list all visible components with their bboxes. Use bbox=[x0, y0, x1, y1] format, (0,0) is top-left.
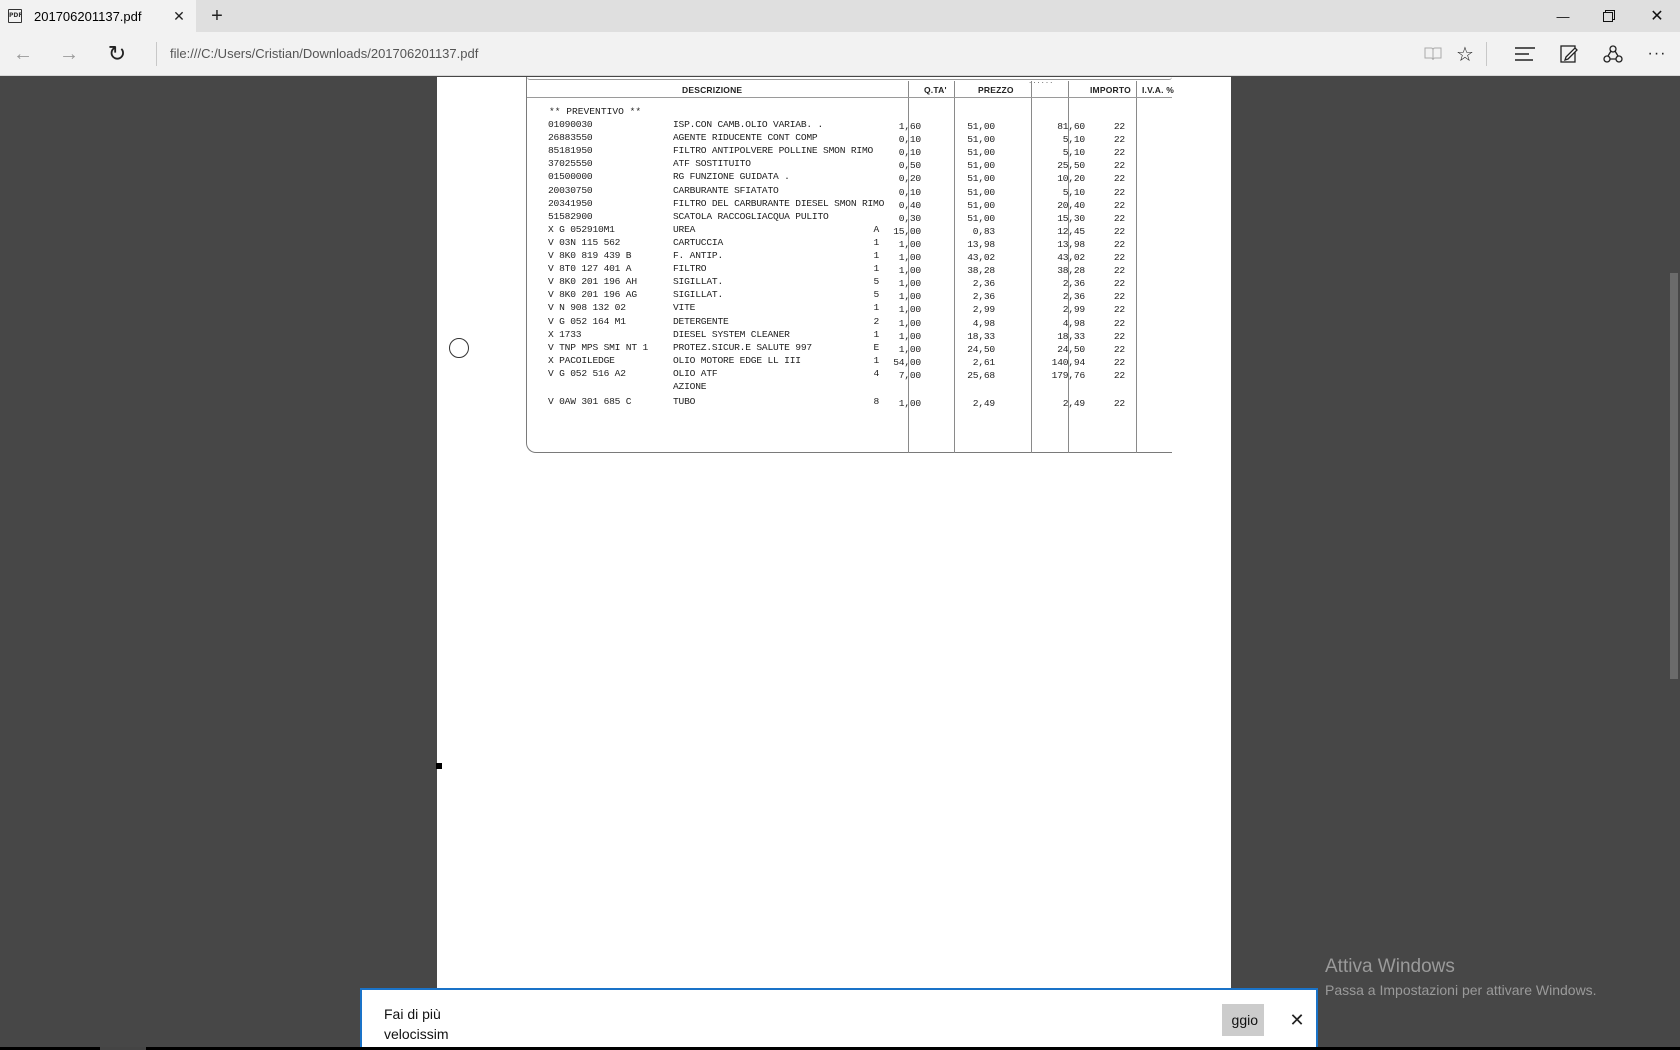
row-amount: 13,98 bbox=[1057, 238, 1085, 250]
restore-button[interactable] bbox=[1586, 0, 1632, 32]
row-price: 51,00 bbox=[967, 212, 995, 224]
row-amount: 5,10 bbox=[1062, 186, 1085, 198]
header-rule bbox=[527, 97, 1172, 98]
row-code: 26883550 bbox=[548, 132, 593, 144]
row-flag: 1 bbox=[873, 250, 879, 261]
tab-pdf[interactable] bbox=[0, 0, 196, 32]
row-amount: 179,76 bbox=[1051, 369, 1085, 381]
address-bar[interactable]: file:///C:/Users/Cristian/Downloads/201706201137.pdf bbox=[170, 46, 479, 61]
row-amount: 2,36 bbox=[1062, 291, 1085, 303]
row-price: 43,02 bbox=[967, 252, 995, 263]
row-amount: 24,50 bbox=[1057, 343, 1085, 355]
row-code: V 8K0 819 439 B bbox=[548, 250, 632, 261]
header-importo: IMPORTO bbox=[1090, 85, 1131, 95]
row-quantity: 1,00 bbox=[898, 317, 921, 329]
row-flag: 1 bbox=[873, 263, 879, 275]
row-price: 51,00 bbox=[967, 160, 995, 172]
row-flag: A bbox=[873, 223, 879, 235]
row-amount: 5,10 bbox=[1062, 147, 1085, 159]
row-amount: 140,94 bbox=[1051, 356, 1085, 368]
row-quantity: 0,10 bbox=[898, 186, 921, 198]
header-iva: I.V.A. % bbox=[1142, 85, 1174, 95]
share-icon bbox=[1603, 45, 1623, 63]
row-description: SIGILLAT. bbox=[673, 289, 724, 301]
row-iva: 22 bbox=[1113, 121, 1125, 132]
favorites-button[interactable] bbox=[1450, 40, 1480, 68]
hub-button[interactable] bbox=[1510, 40, 1540, 68]
more-icon: ··· bbox=[1647, 45, 1667, 62]
refresh-icon: ↻ bbox=[107, 41, 127, 66]
book-icon bbox=[1424, 47, 1442, 61]
reading-view-button[interactable] bbox=[1418, 40, 1448, 68]
row-quantity: 1,00 bbox=[898, 343, 921, 355]
more-button[interactable] bbox=[1642, 40, 1672, 68]
notification-bar bbox=[360, 988, 1318, 1050]
header-qta: Q.TA' bbox=[924, 85, 947, 95]
row-price: 2,36 bbox=[972, 278, 995, 290]
row-quantity: 1,00 bbox=[898, 278, 921, 290]
row-price: 51,00 bbox=[967, 199, 995, 211]
row-iva: 22 bbox=[1113, 186, 1125, 198]
row-quantity: 1,00 bbox=[898, 330, 921, 342]
navigation-bar bbox=[0, 32, 1680, 76]
row-quantity: 1,60 bbox=[898, 121, 921, 132]
row-flag: 8 bbox=[873, 395, 879, 407]
row-price: 2,99 bbox=[972, 304, 995, 316]
row-price: 51,00 bbox=[967, 147, 995, 159]
row-description: FILTRO bbox=[673, 263, 707, 275]
row-description: F. ANTIP. bbox=[673, 250, 724, 261]
new-tab-button[interactable]: + bbox=[211, 4, 223, 27]
row-code: V 03N 115 562 bbox=[548, 236, 621, 248]
star-icon: ☆ bbox=[1456, 43, 1474, 66]
row-description: UREA bbox=[673, 223, 696, 235]
row-description: OLIO MOTORE EDGE LL III bbox=[673, 354, 801, 366]
row-iva: 22 bbox=[1113, 330, 1125, 342]
scrollbar-thumb[interactable] bbox=[1670, 273, 1678, 679]
tab-title: 201706201137.pdf bbox=[34, 8, 142, 24]
arrow-left-icon: ← bbox=[13, 42, 33, 65]
row-price: 51,00 bbox=[967, 134, 995, 146]
row-quantity: 1,00 bbox=[898, 291, 921, 303]
arrow-right-icon: → bbox=[59, 42, 79, 65]
row-flag: 1 bbox=[873, 302, 879, 314]
row-flag: 5 bbox=[873, 276, 879, 288]
row-code: X PACOILEDGE bbox=[548, 354, 615, 366]
row-iva: 22 bbox=[1113, 225, 1125, 237]
row-amount: 4,98 bbox=[1062, 317, 1085, 329]
header-prezzo: PREZZO bbox=[978, 85, 1014, 95]
row-iva: 22 bbox=[1113, 369, 1125, 381]
row-price: 51,00 bbox=[967, 173, 995, 185]
row-iva: 22 bbox=[1113, 317, 1125, 329]
row-description: CARTUCCIA bbox=[673, 236, 724, 248]
row-iva: 22 bbox=[1113, 304, 1125, 316]
row-quantity: 1,00 bbox=[898, 397, 921, 409]
row-code: V 8T0 127 401 A bbox=[548, 263, 632, 275]
row-amount: 81,60 bbox=[1057, 121, 1085, 132]
close-icon[interactable]: ✕ bbox=[1289, 1009, 1305, 1030]
row-amount: 2,99 bbox=[1062, 304, 1085, 316]
row-code: V 0AW 301 685 C bbox=[548, 395, 632, 407]
row-price: 51,00 bbox=[967, 186, 995, 198]
row-quantity: 0,50 bbox=[898, 160, 921, 172]
row-quantity: 1,00 bbox=[898, 265, 921, 277]
share-button[interactable] bbox=[1598, 40, 1628, 68]
row-iva: 22 bbox=[1113, 397, 1125, 409]
row-amount: 43,02 bbox=[1057, 252, 1085, 263]
row-code: 37025550 bbox=[548, 158, 593, 170]
watermark-subtitle: Passa a Impostazioni per attivare Windows. bbox=[1325, 982, 1597, 998]
row-description: AZIONE bbox=[673, 381, 707, 392]
row-code: V 8K0 201 196 AH bbox=[548, 276, 637, 288]
close-window-button[interactable]: ✕ bbox=[1650, 8, 1664, 25]
preventivo-label: ** PREVENTIVO ** bbox=[549, 106, 642, 117]
row-quantity: 0,20 bbox=[898, 173, 921, 185]
row-iva: 22 bbox=[1113, 212, 1125, 224]
notification-action-button[interactable]: ggio bbox=[1222, 1004, 1264, 1036]
row-quantity: 0,10 bbox=[898, 147, 921, 159]
address-separator bbox=[156, 42, 157, 66]
row-quantity: 1,00 bbox=[898, 238, 921, 250]
column-divider bbox=[1136, 81, 1137, 453]
row-flag: 1 bbox=[873, 354, 879, 366]
row-description: VITE bbox=[673, 302, 696, 314]
column-divider bbox=[1031, 81, 1032, 453]
row-iva: 22 bbox=[1113, 343, 1125, 355]
row-description: RG FUNZIONE GUIDATA . bbox=[673, 171, 790, 183]
activation-watermark bbox=[1325, 955, 1597, 1000]
row-description: SIGILLAT. bbox=[673, 276, 724, 288]
row-quantity: 0,30 bbox=[898, 212, 921, 224]
row-flag: 1 bbox=[873, 236, 879, 248]
row-iva: 22 bbox=[1113, 238, 1125, 250]
scrollbar[interactable] bbox=[1668, 77, 1680, 1050]
row-amount: 38,28 bbox=[1057, 265, 1085, 277]
row-description: FILTRO DEL CARBURANTE DIESEL SMON RIMO bbox=[673, 197, 885, 209]
row-description: ATF SOSTITUITO bbox=[673, 158, 751, 170]
row-price: 25,68 bbox=[967, 369, 995, 381]
page-marker bbox=[436, 763, 442, 769]
row-code: X G 052910M1 bbox=[548, 223, 615, 235]
row-iva: 22 bbox=[1113, 147, 1125, 159]
row-code: V N 908 132 02 bbox=[548, 302, 626, 314]
row-quantity: 0,40 bbox=[898, 199, 921, 211]
restore-icon bbox=[1603, 10, 1615, 22]
row-price: 2,61 bbox=[972, 356, 995, 368]
row-description: DETERGENTE bbox=[673, 315, 729, 327]
row-iva: 22 bbox=[1113, 134, 1125, 146]
row-quantity: 54,00 bbox=[893, 356, 921, 368]
minimize-button[interactable]: — bbox=[1556, 8, 1570, 24]
row-code: 85181950 bbox=[548, 145, 593, 157]
row-amount: 5,10 bbox=[1062, 134, 1085, 146]
row-amount: 10,20 bbox=[1057, 173, 1085, 185]
header-descrizione: DESCRIZIONE bbox=[682, 85, 743, 95]
row-iva: 22 bbox=[1113, 265, 1125, 277]
row-flag: 5 bbox=[873, 289, 879, 301]
refresh-button[interactable] bbox=[102, 40, 132, 68]
row-iva: 22 bbox=[1113, 356, 1125, 368]
row-quantity: 0,10 bbox=[898, 134, 921, 146]
header-dots: ...... bbox=[1029, 77, 1055, 85]
row-price: 18,33 bbox=[967, 330, 995, 342]
row-description: OLIO ATF bbox=[673, 367, 718, 379]
row-price: 2,49 bbox=[972, 397, 995, 409]
row-code: 01500000 bbox=[548, 171, 593, 183]
row-description: DIESEL SYSTEM CLEANER bbox=[673, 328, 790, 340]
row-amount: 20,40 bbox=[1057, 199, 1085, 211]
row-description: AGENTE RIDUCENTE CONT COMP bbox=[673, 132, 818, 144]
pdf-viewer bbox=[0, 77, 1680, 1050]
row-description: ISP.CON CAMB.OLIO VARIAB. . bbox=[673, 119, 824, 130]
row-description: PROTEZ.SICUR.E SALUTE 997 bbox=[673, 341, 812, 353]
row-code: 20341950 bbox=[548, 197, 593, 209]
row-iva: 22 bbox=[1113, 252, 1125, 263]
row-code: X 1733 bbox=[548, 328, 582, 340]
title-bar bbox=[0, 0, 1680, 32]
row-amount: 25,50 bbox=[1057, 160, 1085, 172]
row-flag: 2 bbox=[873, 315, 879, 327]
row-price: 24,50 bbox=[967, 343, 995, 355]
pdf-page bbox=[437, 77, 1231, 1050]
row-iva: 22 bbox=[1113, 278, 1125, 290]
row-flag: E bbox=[873, 341, 879, 353]
pdf-icon: PDF bbox=[8, 9, 22, 23]
pen-icon bbox=[1560, 45, 1578, 63]
row-price: 51,00 bbox=[967, 121, 995, 132]
row-code: V G 052 516 A2 bbox=[548, 367, 626, 379]
row-price: 0,83 bbox=[972, 225, 995, 237]
row-code: V 8K0 201 196 AG bbox=[548, 289, 637, 301]
web-note-button[interactable] bbox=[1554, 40, 1584, 68]
row-code: 51582900 bbox=[548, 210, 593, 222]
row-iva: 22 bbox=[1113, 199, 1125, 211]
tab-close-icon[interactable]: ✕ bbox=[173, 7, 185, 24]
row-price: 13,98 bbox=[967, 238, 995, 250]
forward-button[interactable] bbox=[54, 40, 84, 68]
row-quantity: 1,00 bbox=[898, 304, 921, 316]
row-amount: 18,33 bbox=[1057, 330, 1085, 342]
row-amount: 2,36 bbox=[1062, 278, 1085, 290]
row-code: V TNP MPS SMI NT 1 bbox=[548, 341, 649, 353]
toolbar-separator bbox=[1486, 42, 1487, 66]
row-code: 20030750 bbox=[548, 184, 593, 196]
row-amount: 2,49 bbox=[1062, 397, 1085, 409]
row-quantity: 7,00 bbox=[898, 369, 921, 381]
row-amount: 12,45 bbox=[1057, 225, 1085, 237]
punch-hole-circle bbox=[449, 338, 469, 358]
row-description: TUBO bbox=[673, 395, 696, 407]
row-code: V G 052 164 M1 bbox=[548, 315, 626, 327]
row-flag: 1 bbox=[873, 328, 879, 340]
row-iva: 22 bbox=[1113, 291, 1125, 303]
hub-icon bbox=[1515, 47, 1535, 61]
row-price: 4,98 bbox=[972, 317, 995, 329]
back-button[interactable] bbox=[8, 40, 38, 68]
row-quantity: 1,00 bbox=[898, 252, 921, 263]
row-iva: 22 bbox=[1113, 160, 1125, 172]
row-price: 2,36 bbox=[972, 291, 995, 303]
row-description: FILTRO ANTIPOLVERE POLLINE SMON RIMO bbox=[673, 145, 874, 157]
row-amount: 15,30 bbox=[1057, 212, 1085, 224]
row-description: CARBURANTE SFIATATO bbox=[673, 184, 779, 196]
row-flag: 4 bbox=[873, 367, 879, 379]
row-iva: 22 bbox=[1113, 173, 1125, 185]
notification-text: Fai di più velocissim bbox=[384, 1006, 449, 1042]
row-description: SCATOLA RACCOGLIACQUA PULITO bbox=[673, 210, 829, 222]
row-quantity: 15,00 bbox=[893, 225, 921, 237]
row-code: 01090030 bbox=[548, 119, 593, 130]
watermark-title: Attiva Windows bbox=[1325, 956, 1455, 977]
row-price: 38,28 bbox=[967, 265, 995, 277]
